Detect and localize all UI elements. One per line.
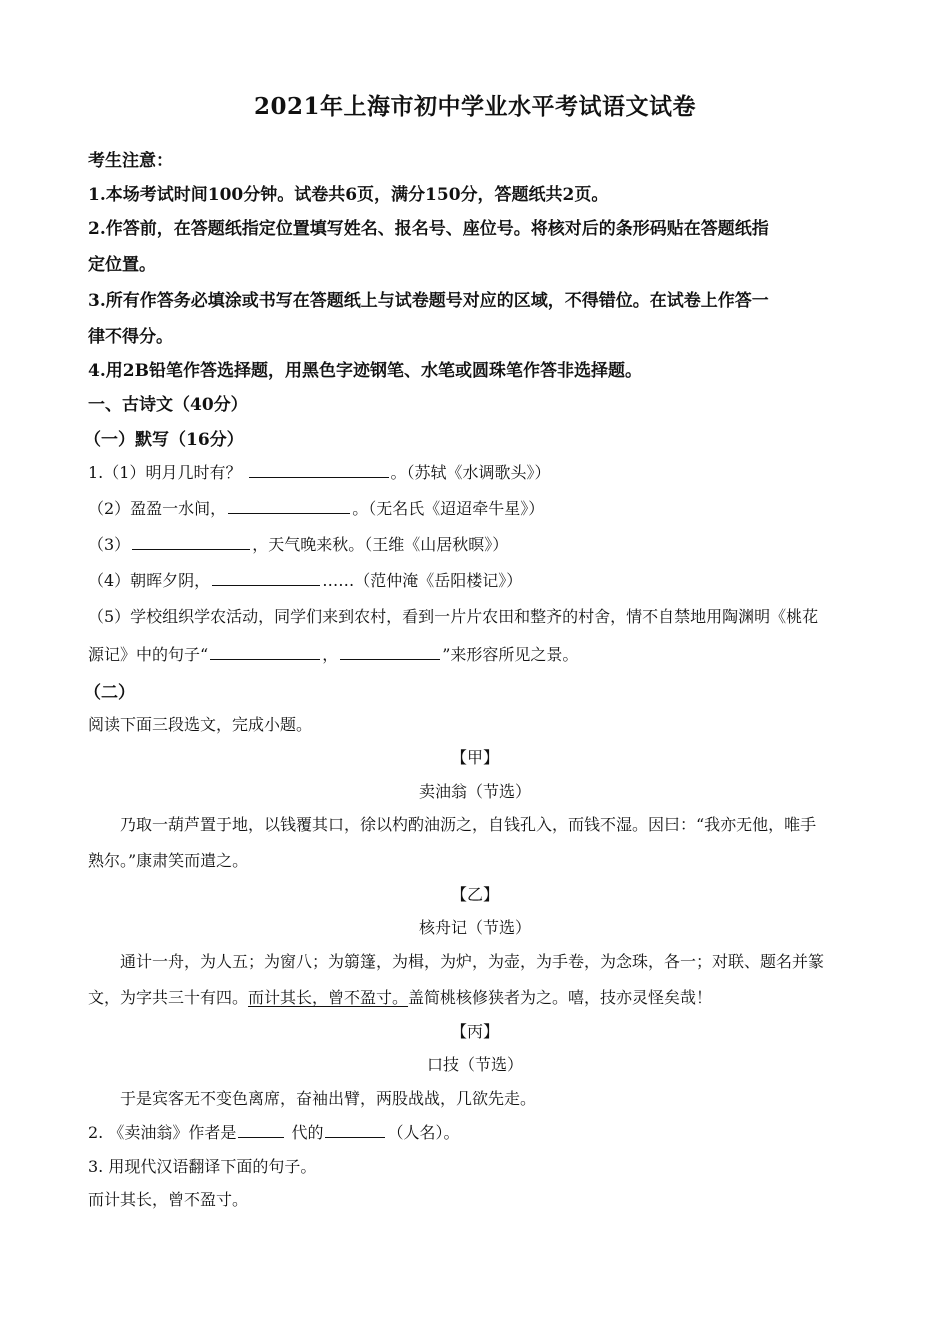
- passage-jia-text: 乃取一葫芦置于地，以钱覆其口，徐以杓酌油沥之，自钱孔入，而钱不湿。因曰：“我亦无他，唯手: [120, 815, 817, 834]
- passage-jia-text-cont: 熟尔。”康肃笑而遣之。: [88, 851, 249, 870]
- passage-yi-text: 通计一舟，为人五；为窗八；为篛篷，为楫，为炉，为壶，为手卷，为念珠，各一；对联、题名并篆: [120, 952, 825, 971]
- question-text: （人名）。: [387, 1123, 460, 1142]
- passage-text: 盖简桃核修狭者为之。嘻，技亦灵怪矣哉！: [408, 988, 713, 1007]
- notice-item-4: 4.用2B铅笔作答选择题，用黑色字迹钢笔、水笔或圆珠笔作答非选择题。: [88, 361, 642, 381]
- answer-blank[interactable]: [132, 534, 250, 550]
- passage-text: 文，为字共三十有四。: [88, 988, 249, 1007]
- passage-yi-label: 【乙】: [450, 885, 499, 904]
- passage-jia-title: 卖油翁（节选）: [418, 782, 531, 801]
- reading-intro: 阅读下面三段选文，完成小题。: [88, 715, 313, 734]
- answer-blank[interactable]: [325, 1122, 385, 1138]
- part-2-heading: （二）: [84, 683, 135, 703]
- question-1-5: （5）学校组织学农活动，同学们来到农村，看到一片片农田和整齐的村舍，情不自禁地用陶渊明《桃花: [88, 607, 819, 626]
- passage-yi-text-cont: [88, 985, 868, 1008]
- question-1-3: [88, 532, 868, 555]
- answer-blank[interactable]: [340, 644, 440, 660]
- answer-blank[interactable]: [238, 1122, 284, 1138]
- question-text: 2. 《卖油翁》作者是: [88, 1123, 237, 1142]
- underlined-sentence: 而计其长，曾不盈寸。: [248, 988, 409, 1007]
- question-number: 1.: [88, 463, 104, 482]
- question-2: [88, 1120, 868, 1143]
- question-1-5-cont: [88, 642, 868, 665]
- part-1-heading: （一）默写（16分）: [84, 430, 244, 450]
- answer-blank[interactable]: [228, 498, 350, 514]
- passage-bing-text: 于是宾客无不变色离席，奋袖出臂，两股战战，几欲先走。: [120, 1089, 537, 1108]
- question-text: ，: [322, 645, 339, 664]
- notice-item-3-cont: 律不得分。: [88, 327, 173, 347]
- notice-item-1: 1.本场考试时间100分钟。试卷共6页，满分150分，答题纸共2页。: [88, 185, 609, 205]
- notice-item-2: 2.作答前，在答题纸指定位置填写姓名、报名号、座位号。将核对后的条形码贴在答题纸指: [88, 219, 769, 239]
- passage-yi-title: 核舟记（节选）: [418, 918, 531, 937]
- question-text: （2）盈盈一水间，: [88, 499, 227, 518]
- passage-bing-label: 【丙】: [450, 1022, 499, 1041]
- answer-blank[interactable]: [249, 462, 389, 478]
- section-1-heading: 一、古诗文（40分）: [88, 395, 248, 415]
- question-text: （4）朝晖夕阴，: [88, 571, 211, 590]
- notice-heading: 考生注意：: [88, 151, 173, 171]
- question-1-2: [88, 496, 868, 519]
- question-source: ……（范仲淹《岳阳楼记》）: [322, 571, 523, 590]
- page-title: 2021年上海市初中学业水平考试语文试卷: [253, 93, 696, 120]
- notice-item-3: 3.所有作答务必填涂或书写在答题纸上与试卷题号对应的区域，不得错位。在试卷上作答一: [88, 291, 769, 311]
- question-1-4: [88, 568, 868, 591]
- question-text: （3）: [88, 535, 131, 554]
- question-3-sentence: 而计其长，曾不盈寸。: [88, 1190, 249, 1209]
- answer-blank[interactable]: [210, 644, 320, 660]
- question-source: 。（无名氏《迢迢牵牛星》）: [352, 499, 545, 518]
- notice-item-2-cont: 定位置。: [88, 255, 156, 275]
- passage-bing-title: 口技（节选）: [426, 1055, 523, 1074]
- question-text: （1）明月几时有？: [103, 463, 242, 482]
- answer-blank[interactable]: [212, 570, 320, 586]
- question-1-1: [88, 460, 868, 483]
- question-source: 。（苏轼《水调歌头》）: [390, 463, 551, 482]
- question-text: 代的: [291, 1123, 324, 1142]
- question-text: 源记》中的句子“: [88, 645, 209, 664]
- question-text: ”来形容所见之景。: [442, 645, 579, 664]
- question-source: ，天气晚来秋。（王维《山居秋暝》）: [252, 535, 509, 554]
- passage-jia-label: 【甲】: [450, 748, 499, 767]
- question-3: 3. 用现代汉语翻译下面的句子。: [88, 1157, 317, 1176]
